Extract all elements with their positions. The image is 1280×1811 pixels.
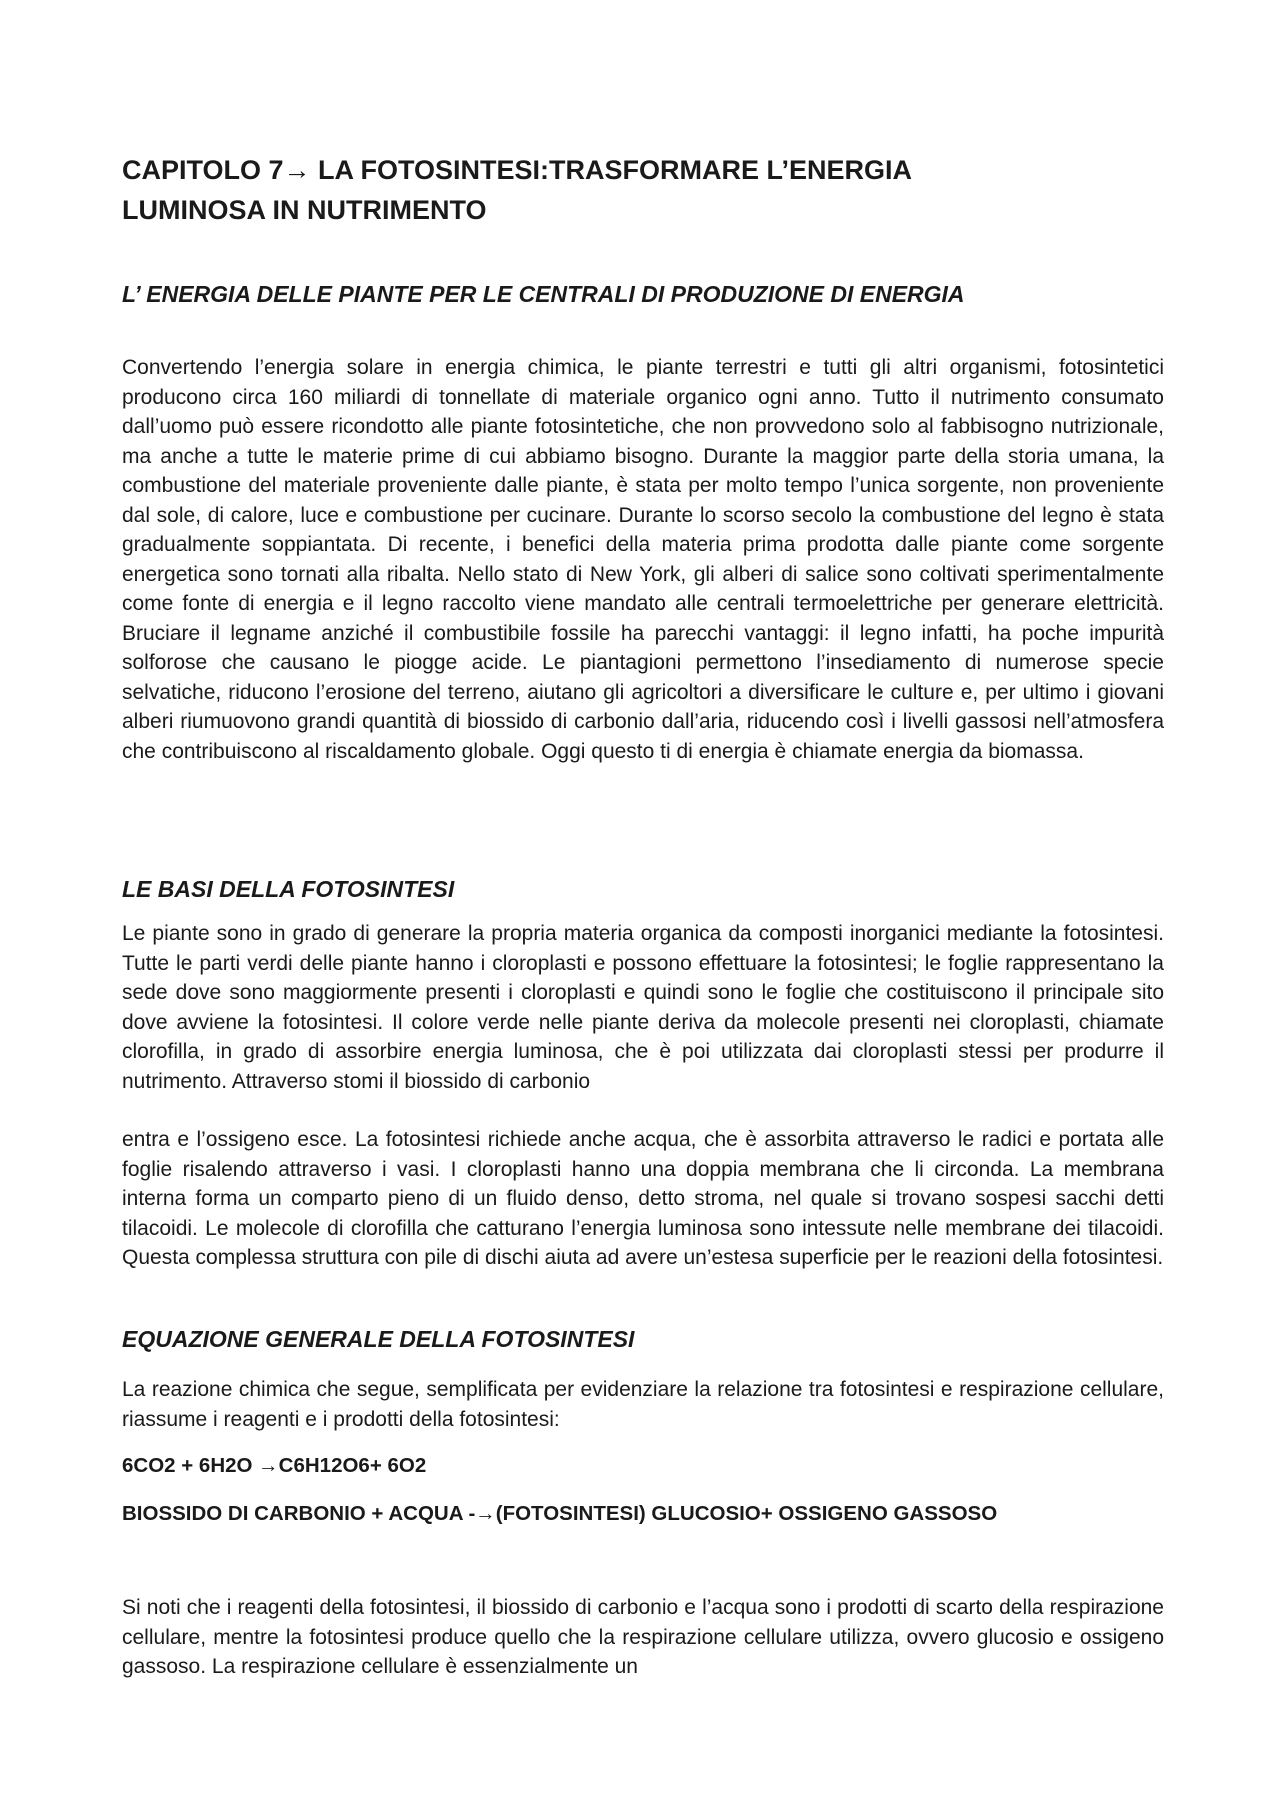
section-heading-basi: LE BASI DELLA FOTOSINTESI (122, 876, 455, 902)
paragraph-basi-1: Le piante sono in grado di generare la propria materia organica da composti inorganici mediante la fotosintesi. Tutte le parti verdi delle piante hanno i cloroplasti e possono effettuare la fotosintesi; le foglie rappresentano la sede dove sono maggiormente presenti i cloroplasti e quindi sono le foglie che costituiscono il principale sito dove avviene la fotosintesi. Il colore verde nelle piante deriva da molecole presenti nei cloroplasti, chiamate clorofilla, in grado di assorbire energia luminosa, che è poi utilizzata dai cloroplasti stessi per produrre il nutrimento. Attraverso stomi il biossido di carbonio (122, 922, 1164, 1093)
paragraph-basi-2: entra e l’ossigeno esce. La fotosintesi richiede anche acqua, che è assorbita attraverso le radici e portata alle foglie risalendo attraverso i vasi. I cloroplasti hanno una doppia membrana che li circonda. La membrana interna forma un comparto pieno di un fluido denso, detto stroma, nel quale si trovano sospesi sacchi detti tilacoidi. Le molecole di clorofilla che catturano l’energia luminosa sono intessute nelle membrane dei tilacoidi. Questa complessa struttura con pile di dischi aiuta ad avere un’estesa superficie per le reazioni della fotosintesi. (122, 1128, 1164, 1269)
paragraph-equazione: La reazione chimica che segue, semplificata per evidenziare la relazione tra fotosintesi e respirazione cellulare, riassume i reagenti e i prodotti della fotosintesi: (122, 1378, 1164, 1431)
section-heading-equazione: EQUAZIONE GENERALE DELLA FOTOSINTESI (122, 1326, 635, 1352)
paragraph-closing: Si noti che i reagenti della fotosintesi, il biossido di carbonio e l’acqua sono i prodotti di scarto della respirazione cellulare, mentre la fotosintesi produce quello che la respirazione cellulare utilizza, ovvero glucosio e ossigeno gassoso. La respirazione cellulare è essenzialmente un (122, 1596, 1164, 1678)
paragraph-energia: Convertendo l’energia solare in energia chimica, le piante terrestri e tutti gli altri organismi, fotosintetici producono circa 160 miliardi di tonnellate di materiale organico ogni anno. Tutto il nutrimento consumato dall’uomo può essere ricondotto alle piante fotosintetiche, che non provvedono solo al fabbisogno nutrizionale, ma anche a tutte le materie prime di cui abbiamo bisogno. Durante la maggior parte della storia umana, la combustione del materiale proveniente dalle piante, è stata per molto tempo l’unica sorgente, non proveniente dal sole, di calore, luce e combustione per cucinare. Durante lo scorso secolo la combustione del legno è stata gradualmente soppiantata. Di recente, i benefici della materia prima prodotta dalle piante come sorgente energetica sono tornati alla ribalta. Nello stato di New York, gli alberi di salice sono coltivati sperimentalmente come fonte di energia e il legno raccolto viene mandato alle centrali termoelettriche per generare elettricità. Bruciare il legname anziché il combustibile fossile ha parecchi vantaggi: il legno infatti, ha poche impurità solforose che causano le piogge acide. Le piantagioni permettono l’insediamento di numerose specie selvatiche, riducono l’erosione del terreno, aiutano gli agricoltori a diversificare le culture e, per ultimo i giovani alberi riumuovono grandi quantità di biossido di carbonio dall’aria, riducendo così i livelli gassosi nell’atmosfera che contribuiscono al riscaldamento globale. Oggi questo ti di energia è chiamate energia da biomassa. (122, 356, 1164, 763)
section-heading-energia: L’ ENERGIA DELLE PIANTE PER LE CENTRALI DI PRODUZIONE DI ENERGIA (122, 281, 965, 307)
word-equation: BIOSSIDO DI CARBONIO + ACQUA -→(FOTOSINTESI) GLUCOSIO+ OSSIGENO GASSOSO (122, 1502, 998, 1525)
chemical-equation: 6CO2 + 6H2O →C6H12O6+ 6O2 (122, 1454, 427, 1477)
chapter-title (122, 150, 1164, 230)
chapter-title-line-2: LUMINOSA IN NUTRIMENTO (122, 195, 487, 225)
chapter-title-line-1: CAPITOLO 7→ LA FOTOSINTESI:TRASFORMARE L’ENERGIA (122, 155, 913, 185)
